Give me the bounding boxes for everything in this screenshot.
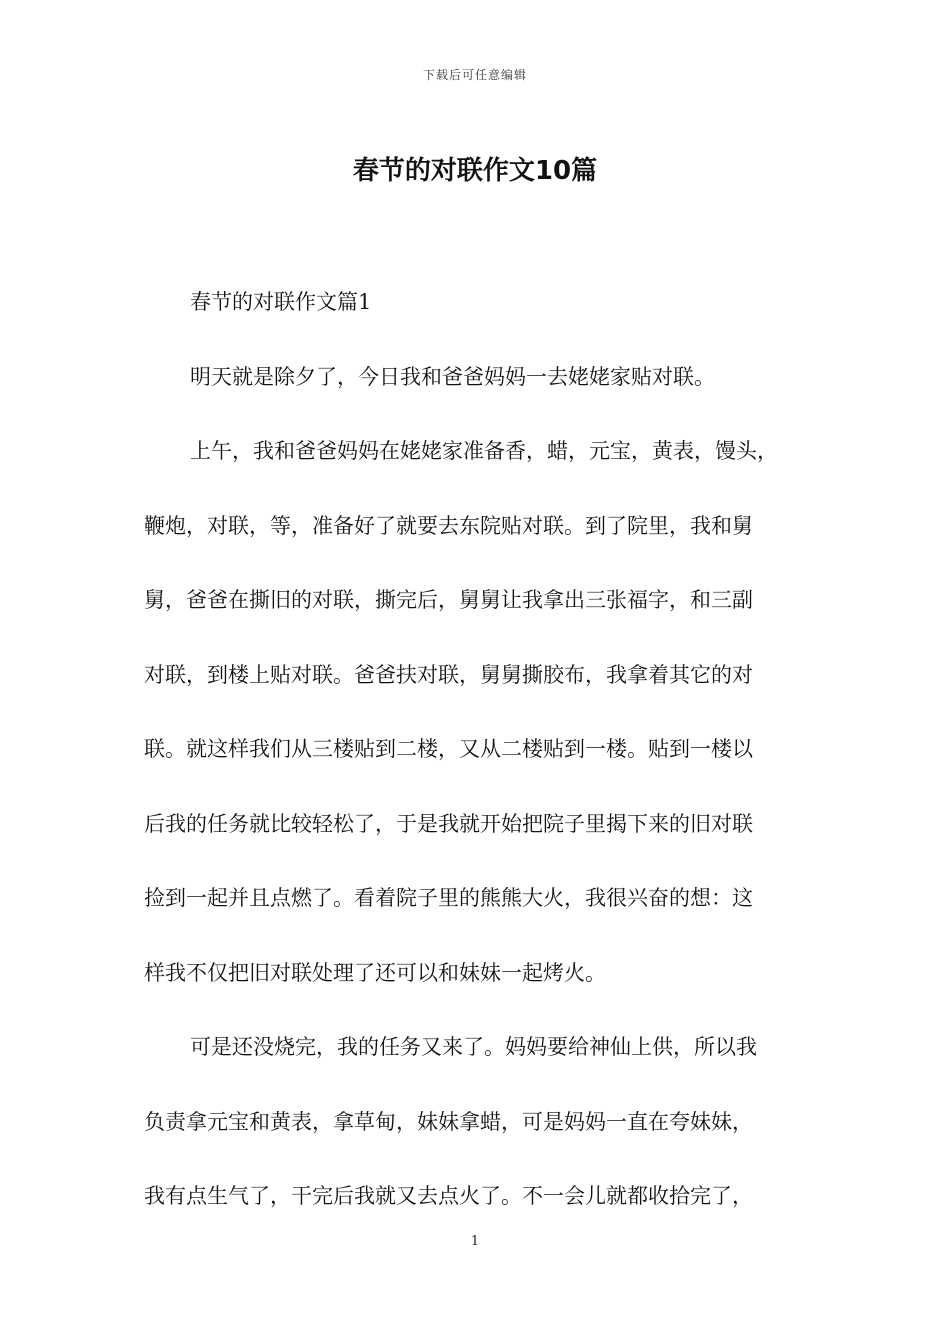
body-line: 上午，我和爸爸妈妈在姥姥家准备香，蜡，元宝，黄表，馒头， — [190, 439, 778, 463]
body-line: 联。就这样我们从三楼贴到二楼，又从二楼贴到一楼。贴到一楼以 — [144, 737, 753, 761]
body-line: 后我的任务就比较轻松了，于是我就开始把院子里揭下来的旧对联 — [144, 811, 753, 836]
body-line: 春节的对联作文篇1 — [190, 290, 372, 314]
page-number: 1 — [470, 1234, 480, 1249]
body-line: 捡到一起并且点燃了。看着院子里的熊熊大火，我很兴奋的想：这 — [144, 886, 753, 910]
header-note: 下载后可任意编辑 — [422, 68, 527, 82]
body-line: 明天就是除夕了，今日我和爸爸妈妈一去姥姥家贴对联。 — [190, 364, 715, 389]
body-line: 舅，爸爸在撕旧的对联，撕完后，舅舅让我拿出三张福字，和三副 — [144, 588, 753, 612]
document-title: 春节的对联作文10篇 — [352, 156, 598, 186]
body-line: 对联，到楼上贴对联。爸爸扶对联，舅舅撕胶布，我拿着其它的对 — [144, 662, 753, 687]
body-line: 我有点生气了，干完后我就又去点火了。不一会儿就都收拾完了， — [144, 1184, 753, 1208]
document-body — [144, 280, 828, 1249]
body-line: 可是还没烧完，我的任务又来了。妈妈要给神仙上供，所以我 — [190, 1035, 757, 1059]
body-line: 负责拿元宝和黄表，拿草甸，妹妹拿蜡，可是妈妈一直在夸妹妹， — [144, 1109, 753, 1134]
body-line: 样我不仅把旧对联处理了还可以和妹妹一起烤火。 — [144, 960, 606, 985]
body-line: 鞭炮，对联，等，准备好了就要去东院贴对联。到了院里，我和舅 — [144, 513, 753, 538]
